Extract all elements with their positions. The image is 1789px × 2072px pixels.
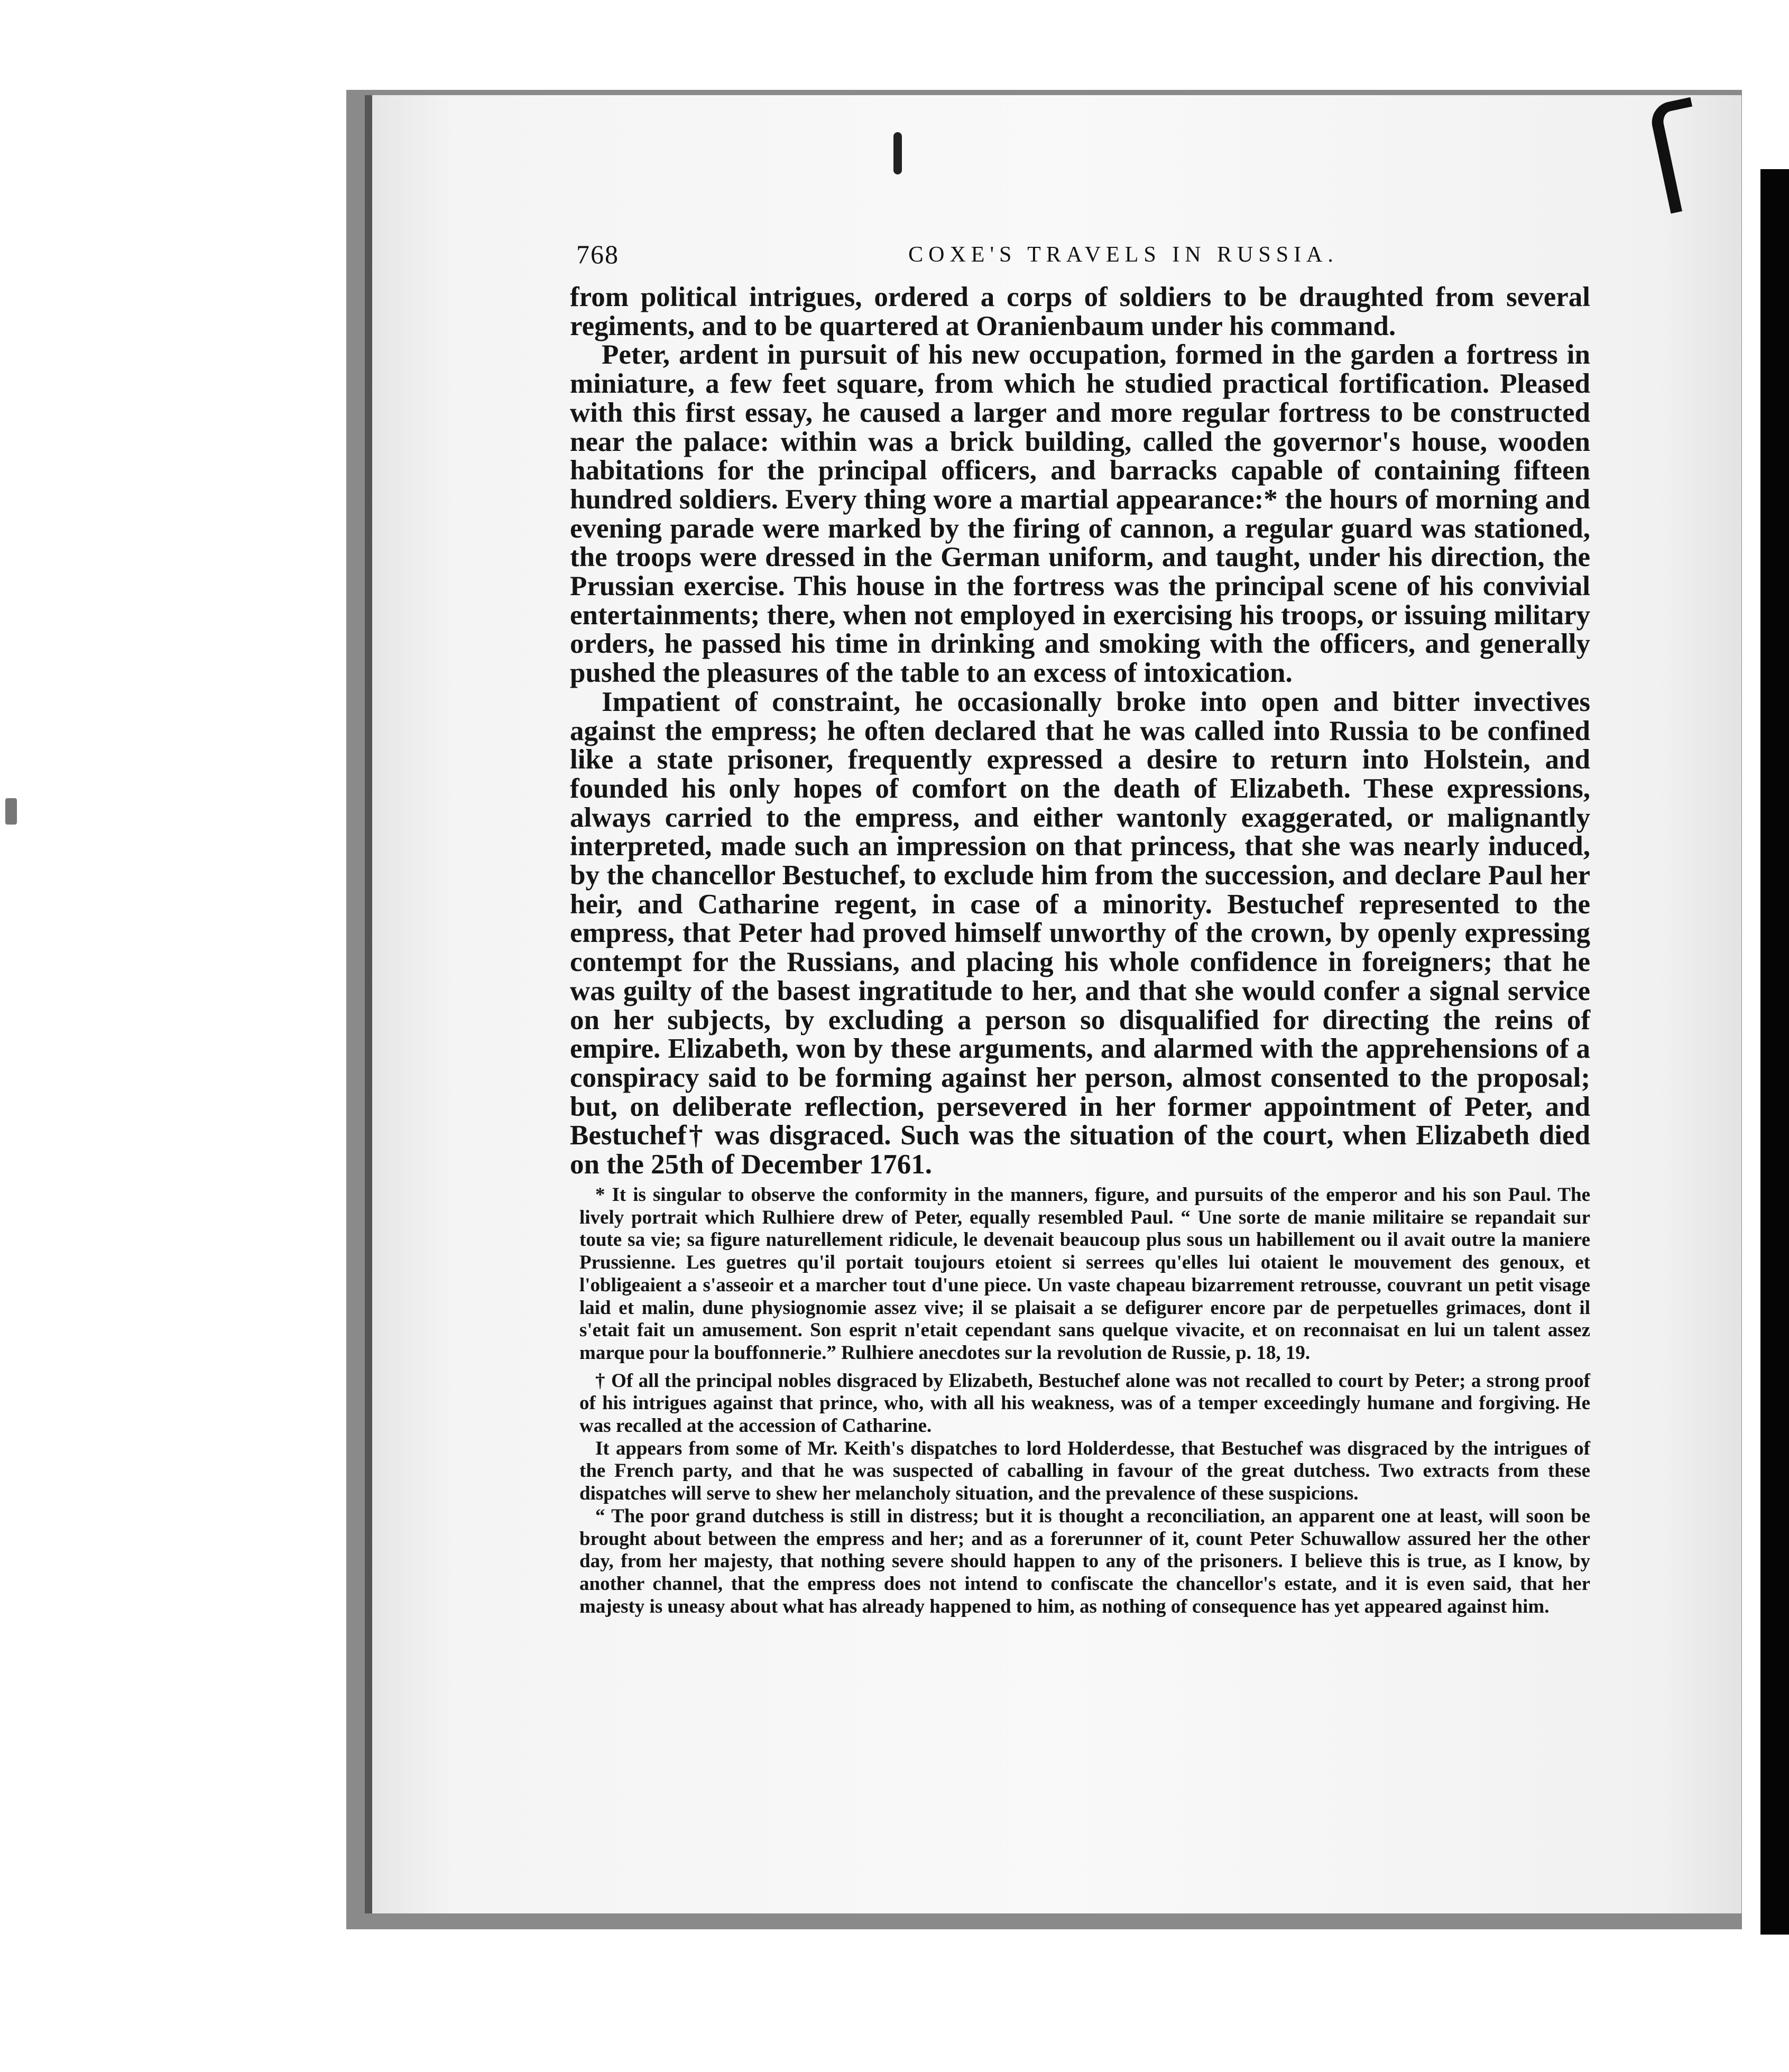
scan-artifact-mark <box>893 132 902 174</box>
paragraph: from political intrigues, ordered a corps of soldiers to be draughted from several regiments, and to be quartered at Oranienbaum under his command. <box>570 282 1590 341</box>
running-title: COXE'S TRAVELS IN RUSSIA. <box>908 243 1339 267</box>
footnotes <box>579 1184 1590 1618</box>
paragraph: Impatient of constraint, he occasionally broke into open and bitter invectives against the empress; he often declared that he was called into Russia to be confined like a state prisoner, frequently expressed a desire to return into Holstein, and founded his only hopes of comfort on the death of Elizabeth. These expressions, always carried to the empress, and either wantonly exaggerated, or malignantly interpreted, made such an impression on that princess, that she was nearly induced, by the chancellor Bestuchef, to exclude him from the succession, and declare Paul her heir, and Catharine regent, in case of a minority. Bestuchef represented to the empress, that Peter had proved himself unworthy of the crown, by openly expressing contempt for the Russians, and placing his whole confidence in foreigners; that he was guilty of the basest ingratitude to her, and that she would confer a signal service on her subjects, by excluding a person so disqualified for directing the reins of empire. Elizabeth, won by these arguments, and alarmed with the apprehensions of a conspiracy said to be forming against her person, almost consented to the proposal; but, on deliberate reflection, persevered in her former appointment of Peter, and Bestuchef† was disgraced. Such was the situation of the court, when Elizabeth died on the 25th of December 1761. <box>570 686 1590 1180</box>
scan-artifact-speck <box>5 798 17 825</box>
page-number: 768 <box>576 239 619 269</box>
running-head <box>576 239 1623 281</box>
main-text <box>570 283 1590 1179</box>
footnote: It appears from some of Mr. Keith's dispatches to lord Holderdesse, that Bestuchef was disgraced by the intrigues of the French party, and that he was suspected of caballing in favour of the great dutchess. Two extracts from these dispatches will serve to shew her melancholy situation, and the prevalence of these suspicions. <box>579 1437 1590 1505</box>
scan-border-dark <box>1760 169 1789 1935</box>
footnote: * It is singular to observe the conformity in the manners, figure, and pursuits of the emperor and his son Paul. The lively portrait which Rulhiere drew of Peter, equally resembled Paul. “ Une sorte de manie militaire se repandait sur toute sa vie; sa figure naturellement ridicule, le devenait beaucoup plus sous un habillement ou il avait outre la maniere Prussienne. Les guetres qu'il portait toujours etoient si serrees qu'elles lui otaient le mouvement des genoux, et l'obligeaient a s'asseoir et a marcher tout d'une piece. Un vaste chapeau bizarrement retrousse, couvrant un petit visage laid et malin, dune physiognomie assez vive; il se plaisait a se defigurer encore par de perpetuelles grimaces, dont il s'etait fait un amusement. Son esprit n'etait cependant sans quelque vivacite, et on reconnaisat en lui un talent assez marque pour la bouffonnerie.” Rulhiere anecdotes sur la revolution de Russie, p. 18, 19. <box>579 1184 1590 1364</box>
footnote: “ The poor grand dutchess is still in distress; but it is thought a reconciliation, an apparent one at least, will soon be brought about between the empress and her; and as a forerunner of it, count Peter Schuwallow assured her the other day, from her majesty, that nothing severe should happen to any of the prisoners. I believe this is true, as I know, by another channel, that the empress does not intend to confiscate the chancellor's estate, and it is even said, that her majesty is uneasy about what has already happened to him, as nothing of consequence has yet appeared against him. <box>579 1505 1590 1617</box>
footnote: † Of all the principal nobles disgraced by Elizabeth, Bestuchef alone was not recalled to court by Peter; a strong proof of his intrigues against that prince, who, with all his weakness, was of a temper exceedingly humane and forgiving. He was recalled at the accession of Catharine. <box>579 1370 1590 1437</box>
paragraph: Peter, ardent in pursuit of his new occupation, formed in the garden a fortress in miniature, a few feet square, from which he studied practical fortification. Pleased with this first essay, he caused a larger and more regular fortress to be constructed near the palace: within was a brick building, called the governor's house, wooden habitations for the principal officers, and barracks capable of containing fifteen hundred soldiers. Every thing wore a martial appearance:* the hours of morning and evening parade were marked by the firing of cannon, a regular guard was stationed, the troops were dressed in the German uniform, and taught, under his direction, the Prussian exercise. This house in the fortress was the principal scene of his convivial entertainments; there, when not employed in exercising his troops, or issuing military orders, he passed his time in drinking and smoking with the officers, and generally pushed the pleasures of the table to an excess of intoxication. <box>570 339 1590 689</box>
